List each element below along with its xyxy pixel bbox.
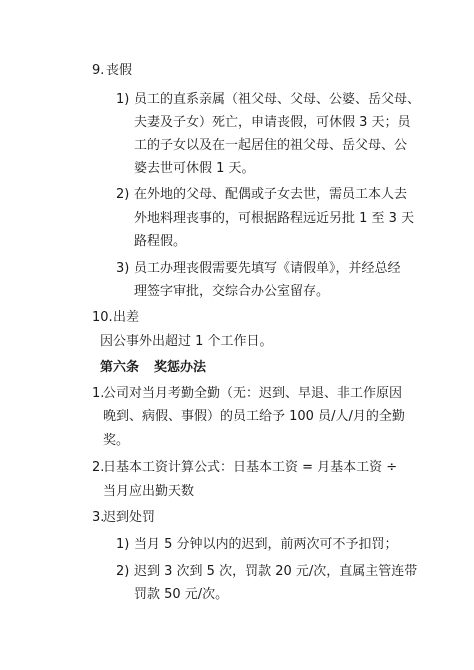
item-9-title: 丧假 bbox=[106, 63, 133, 78]
item-9-1-line-3: 工的子女以及在一起居住的祖父母、岳父母、公 bbox=[134, 138, 408, 153]
section-6-item-1-number: 1. bbox=[92, 386, 105, 401]
item-9-1-line-1: 员工的直系亲属（祖父母、父母、公婆、岳父母、 bbox=[134, 92, 421, 107]
lateness-rule-2-line-1: 迟到 3 次到 5 次，罚款 20 元/次，直属主管连带 bbox=[134, 564, 418, 579]
section-6-item-2-line-2: 当月应出勤天数 bbox=[103, 484, 195, 499]
lateness-rule-1-number: 1) bbox=[116, 537, 130, 552]
section-6-item-3-title: 迟到处罚 bbox=[103, 510, 156, 525]
lateness-rule-2-number: 2) bbox=[116, 564, 130, 579]
section-6-item-2-line-1: 日基本工资计算公式：日基本工资 = 月基本工资 ÷ bbox=[103, 460, 398, 475]
item-10-title: 出差 bbox=[113, 310, 140, 325]
lateness-rule-1-line-1: 当月 5 分钟以内的迟到，前两次可不予扣罚； bbox=[134, 537, 398, 552]
item-9-marker: 9. bbox=[92, 63, 105, 78]
item-9-2-line-1: 在外地的父母、配偶或子女去世，需员工本人去 bbox=[134, 187, 408, 202]
item-9-2-line-2: 外地料理丧事的，可根据路程远近另批 1 至 3 天 bbox=[134, 211, 415, 226]
lateness-rule-2-line-2: 罚款 50 元/次。 bbox=[134, 587, 229, 602]
item-9-1-line-4: 婆去世可休假 1 天。 bbox=[134, 161, 255, 176]
section-6-item-1-line-3: 奖。 bbox=[103, 433, 130, 448]
item-9-3-number: 3) bbox=[116, 261, 130, 276]
item-9-2-line-3: 路程假。 bbox=[134, 234, 187, 249]
item-9-3-line-2: 理签字审批，交综合办公室留存。 bbox=[134, 284, 330, 299]
item-9-1-line-2: 夫妻及子女）死亡，申请丧假，可休假 3 天；员 bbox=[134, 115, 411, 130]
section-6-title: 奖惩办法 bbox=[154, 360, 207, 375]
item-9-3-line-1: 员工办理丧假需要先填写《请假单》，并经总经 bbox=[134, 261, 401, 276]
section-6-item-3-number: 3. bbox=[92, 510, 105, 525]
section-6-item-2-number: 2. bbox=[92, 460, 105, 475]
item-10-marker: 10. bbox=[92, 310, 113, 325]
item-9-1-number: 1) bbox=[116, 92, 130, 107]
item-10-description: 因公事外出超过 1 个工作日。 bbox=[100, 334, 273, 349]
item-9-2-number: 2) bbox=[116, 187, 130, 202]
section-6-item-1-line-2: 晚到、病假、事假）的员工给予 100 员/人/月的全勤 bbox=[103, 409, 405, 424]
section-6-item-1-line-1: 公司对当月考勤全勤（无：迟到、早退、非工作原因 bbox=[103, 386, 403, 401]
section-6-label: 第六条 bbox=[100, 360, 140, 375]
